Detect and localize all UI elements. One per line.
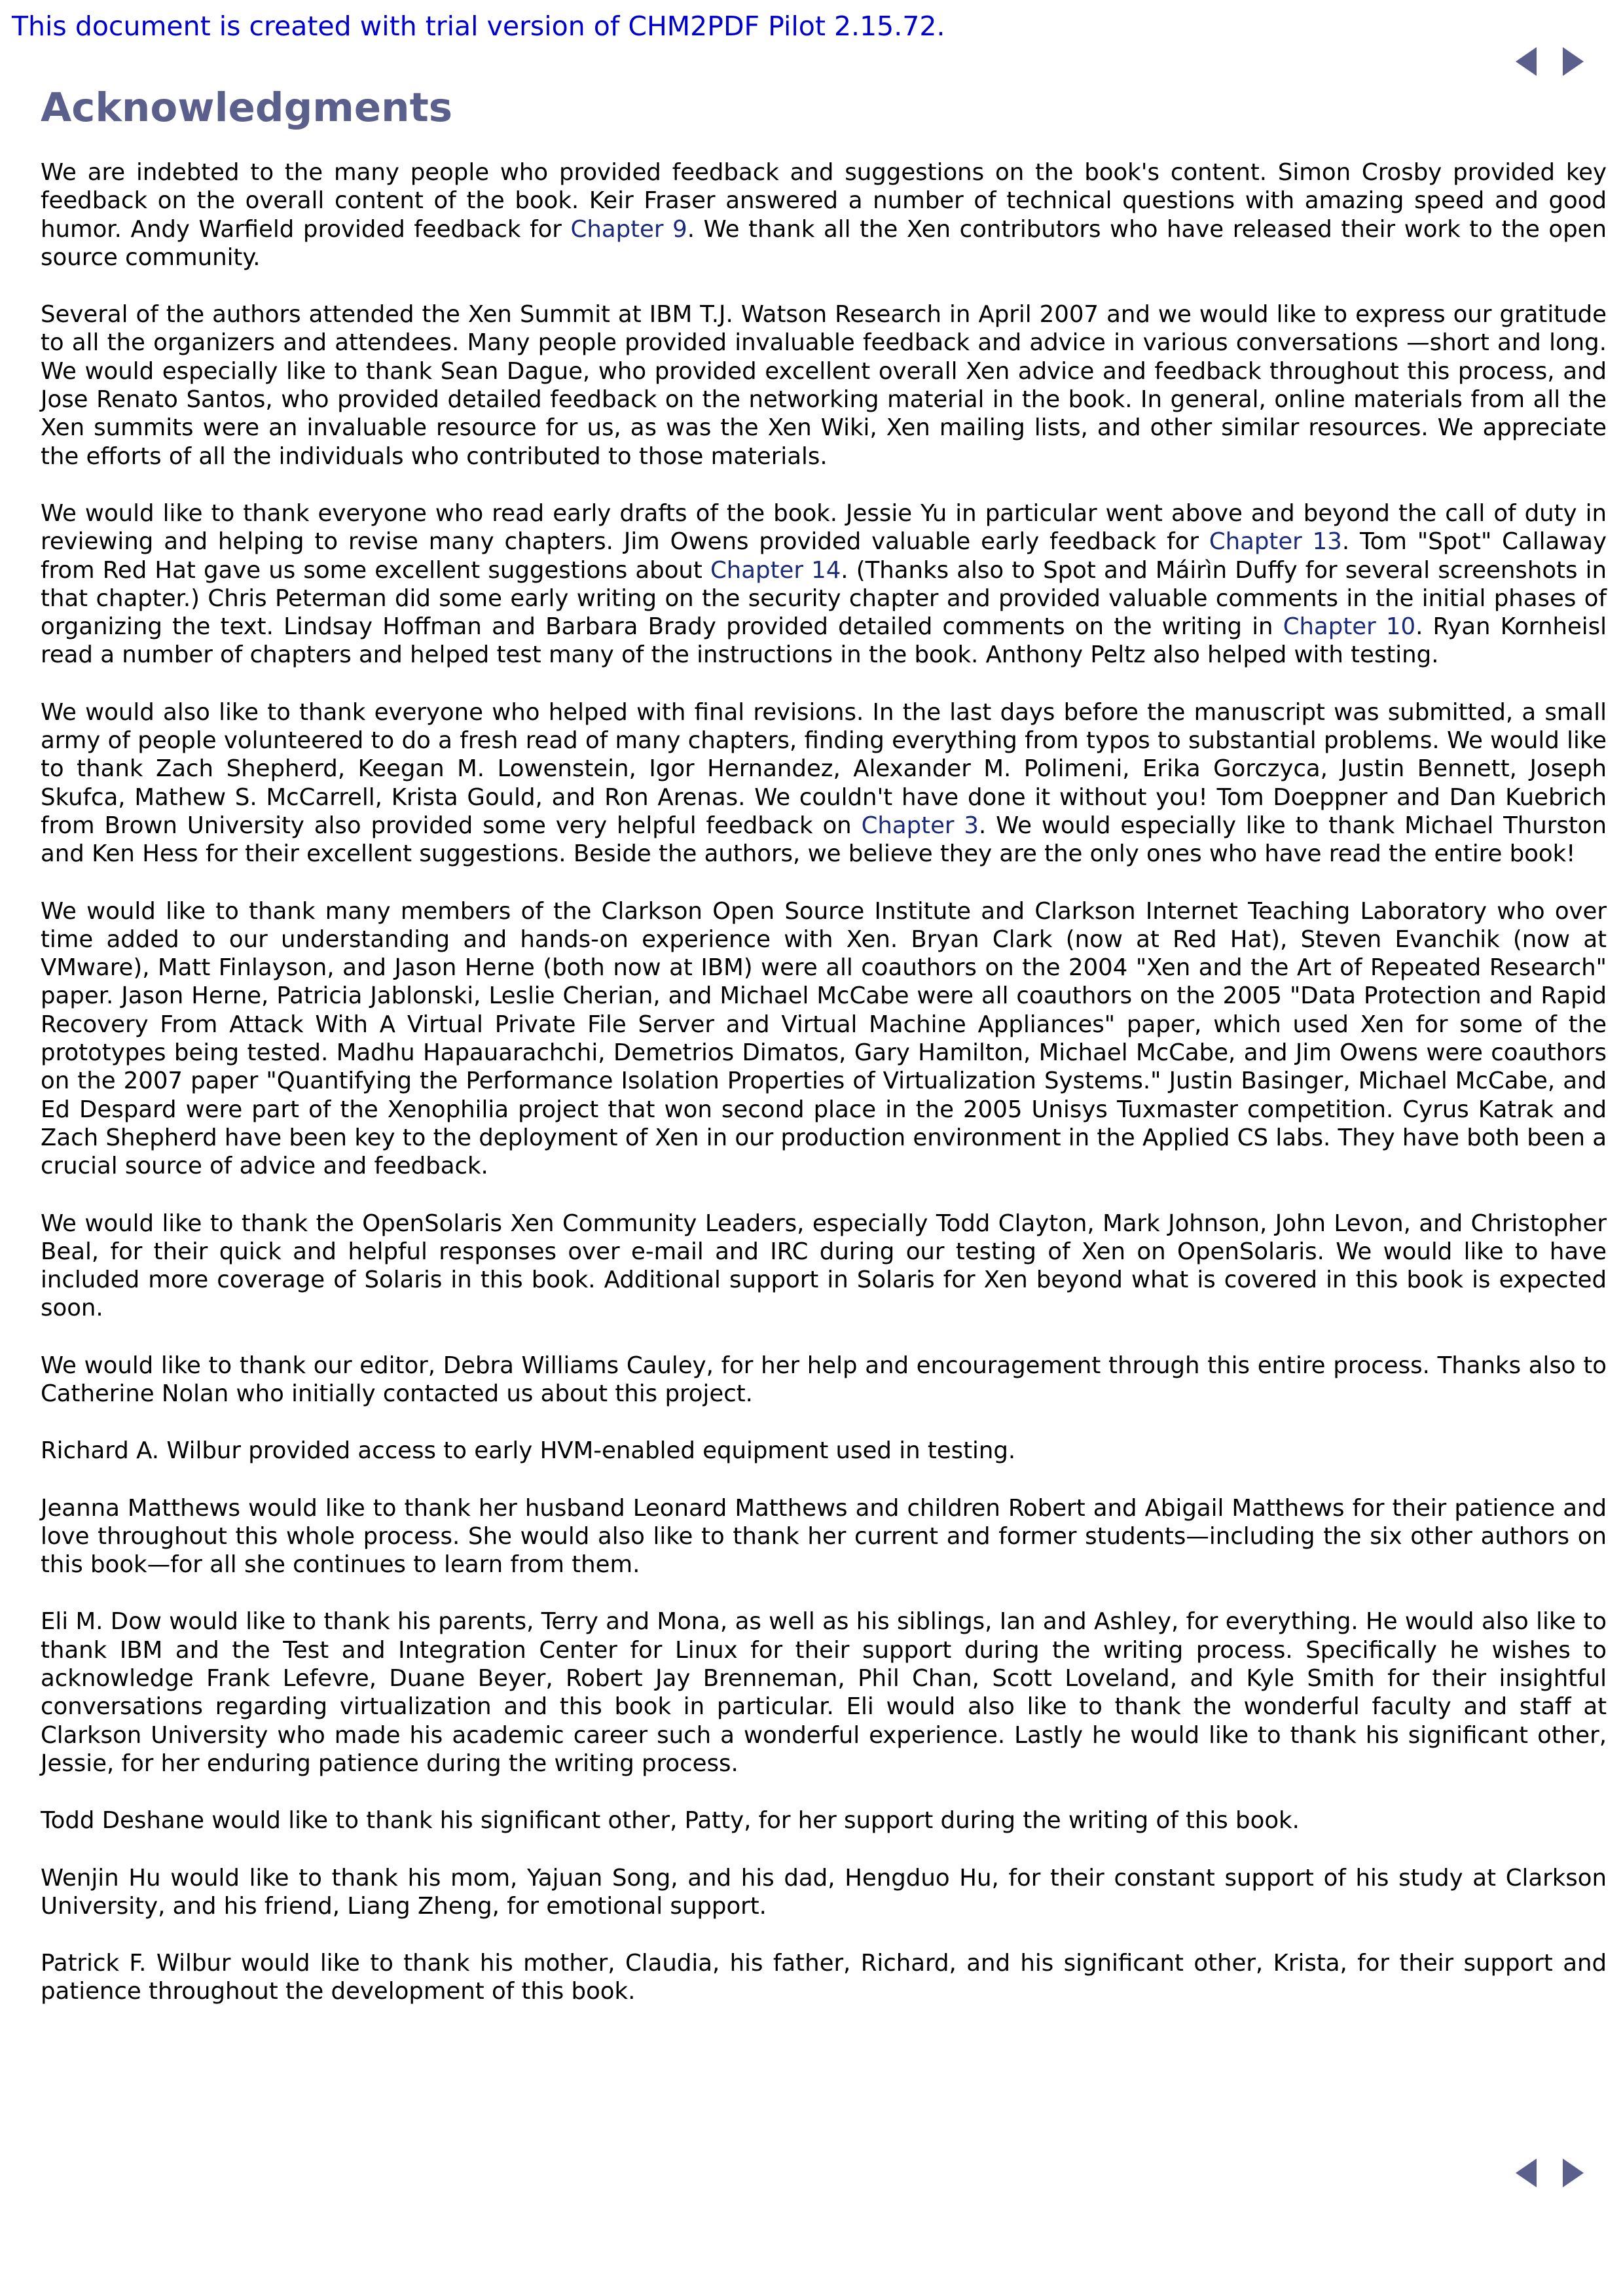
- paragraph: We would like to thank the OpenSolaris Xen Community Leaders, especially Todd Clayton, Mark Johnson, John Levon, and Christopher Beal, for their quick and helpful responses over e-mail and IRC during our testing of Xen on OpenSolaris. We would like to have included more coverage of Solaris in this book. Additional support in Solaris for Xen beyond what is covered in this book is expected soon.: [41, 1210, 1607, 1322]
- paragraph: Several of the authors attended the Xen Summit at IBM T.J. Watson Research in April 2007 and we would like to express our gratitude to all the organizers and attendees. Many people provided invaluable feedback and advice in various conversations —short and long. We would especially like to thank Sean Dague, who provided excellent overall Xen advice and feedback throughout this process, and Jose Renato Santos, who provided detailed feedback on the networking material in the book. In general, online materials from all the Xen summits were an invaluable resource for us, as was the Xen Wiki, Xen mailing lists, and other similar resources. We appreciate the efforts of all the individuals who contributed to those materials.: [41, 301, 1607, 470]
- next-page-button[interactable]: [1558, 43, 1589, 80]
- trial-notice: This document is created with trial version of CHM2PDF Pilot 2.15.72.: [12, 10, 945, 42]
- triangle-right-icon: [1558, 2155, 1589, 2191]
- triangle-left-icon: [1510, 2155, 1542, 2191]
- previous-page-button[interactable]: [1510, 43, 1542, 80]
- paragraph: We would like to thank everyone who read early drafts of the book. Jessie Yu in particular went above and beyond the call of duty in reviewing and helping to revise many chapters. Jim Owens provided valuable early feedback for Chapter 13. Tom "Spot" Callaway from Red Hat gave us some excellent suggestions about Chapter 14. (Thanks also to Spot and Máirìn Duffy for several screenshots in that chapter.) Chris Peterman did some early writing on the security chapter and provided valuable comments in the initial phases of organizing the text. Lindsay Hoffman and Barbara Brady provided detailed comments on the writing in Chapter 10. Ryan Kornheisl read a number of chapters and helped test many of the instructions in the book. Anthony Peltz also helped with testing.: [41, 499, 1607, 669]
- triangle-left-icon: [1510, 43, 1542, 80]
- paragraph: Jeanna Matthews would like to thank her husband Leonard Matthews and children Robert and Abigail Matthews for their patience and love throughout this whole process. She would also like to thank her current and former students—including the six other authors on this book—for all she continues to learn from them.: [41, 1494, 1607, 1579]
- paragraph: We would like to thank many members of the Clarkson Open Source Institute and Clarkson Internet Teaching Laboratory who over time added to our understanding and hands-on experience with Xen. Bryan Clark (now at Red Hat), Steven Evanchik (now at VMware), Matt Finlayson, and Jason Herne (both now at IBM) were all coauthors on the 2004 "Xen and the Art of Repeated Research" paper. Jason Herne, Patricia Jablonski, Leslie Cherian, and Michael McCabe were all coauthors on the 2005 "Data Protection and Rapid Recovery From Attack With A Virtual Private File Server and Virtual Machine Appliances" paper, which used Xen for some of the prototypes being tested. Madhu Hapauarachchi, Demetrios Dimatos, Gary Hamilton, Michael McCabe, and Jim Owens were coauthors on the 2007 paper "Quantifying the Performance Isolation Properties of Virtualization Systems." Justin Basinger, Michael McCabe, and Ed Despard were part of the Xenophilia project that won second place in the 2005 Unisys Tuxmaster competition. Cyrus Katrak and Zach Shepherd have been key to the deployment of Xen in our production environment in the Applied CS labs. They have both been a crucial source of advice and feedback.: [41, 897, 1607, 1180]
- chapter-14-link[interactable]: Chapter 14: [710, 556, 841, 584]
- chapter-13-link[interactable]: Chapter 13: [1209, 528, 1342, 556]
- paragraph: Patrick F. Wilbur would like to thank his mother, Claudia, his father, Richard, and his significant other, Krista, for their support and patience throughout the development of this book.: [41, 1950, 1607, 2005]
- chapter-10-link[interactable]: Chapter 10: [1283, 613, 1416, 641]
- chapter-9-link[interactable]: Chapter 9: [570, 215, 687, 243]
- chapter-3-link[interactable]: Chapter 3: [861, 812, 979, 839]
- paragraph: We would also like to thank everyone who helped with final revisions. In the last days before the manuscript was submitted, a small army of people volunteered to do a fresh read of many chapters, finding everything from typos to substantial problems. We would like to thank Zach Shepherd, Keegan M. Lowenstein, Igor Hernandez, Alexander M. Polimeni, Erika Gorczyca, Justin Bennett, Joseph Skufca, Mathew S. McCarrell, Krista Gould, and Ron Arenas. We couldn't have done it without you! Tom Doeppner and Dan Kuebrich from Brown University also provided some very helpful feedback on Chapter 3. We would especially like to thank Michael Thurston and Ken Hess for their excellent suggestions. Beside the authors, we believe they are the only ones who have read the entire book!: [41, 698, 1607, 868]
- triangle-right-icon: [1558, 43, 1589, 80]
- paragraph: Eli M. Dow would like to thank his parents, Terry and Mona, as well as his siblings, Ian and Ashley, for everything. He would also like to thank IBM and the Test and Integration Center for Linux for their support during the writing process. Specifically he wishes to acknowledge Frank Lefevre, Duane Beyer, Robert Jay Brenneman, Phil Chan, Scott Loveland, and Kyle Smith for their insightful conversations regarding virtualization and this book in particular. Eli would also like to thank the wonderful faculty and staff at Clarkson University who made his academic career such a wonderful experience. Lastly he would like to thank his significant other, Jessie, for her enduring patience during the writing process.: [41, 1608, 1607, 1777]
- paragraph: Todd Deshane would like to thank his significant other, Patty, for her support during the writing of this book.: [41, 1807, 1300, 1835]
- paragraph: We are indebted to the many people who provided feedback and suggestions on the book's content. Simon Crosby provided key feedback on the overall content of the book. Keir Fraser answered a number of technical questions with amazing speed and good humor. Andy Warfield provided feedback for Chapter 9. We thank all the Xen contributors who have released their work to the open source community.: [41, 159, 1607, 271]
- page-title: Acknowledgments: [41, 84, 453, 131]
- document-body: [41, 158, 1607, 2035]
- paragraph: We would like to thank our editor, Debra Williams Cauley, for her help and encouragement through this entire process. Thanks also to Catherine Nolan who initially contacted us about this project.: [41, 1352, 1607, 1407]
- previous-page-button[interactable]: [1510, 2155, 1542, 2191]
- next-page-button[interactable]: [1558, 2155, 1589, 2191]
- bottom-navigation: [1510, 2153, 1589, 2193]
- top-navigation: [1510, 42, 1589, 81]
- paragraph: Richard A. Wilbur provided access to early HVM-enabled equipment used in testing.: [41, 1437, 1016, 1465]
- paragraph: Wenjin Hu would like to thank his mom, Yajuan Song, and his dad, Hengduo Hu, for their constant support of his study at Clarkson University, and his friend, Liang Zheng, for emotional support.: [41, 1864, 1607, 1920]
